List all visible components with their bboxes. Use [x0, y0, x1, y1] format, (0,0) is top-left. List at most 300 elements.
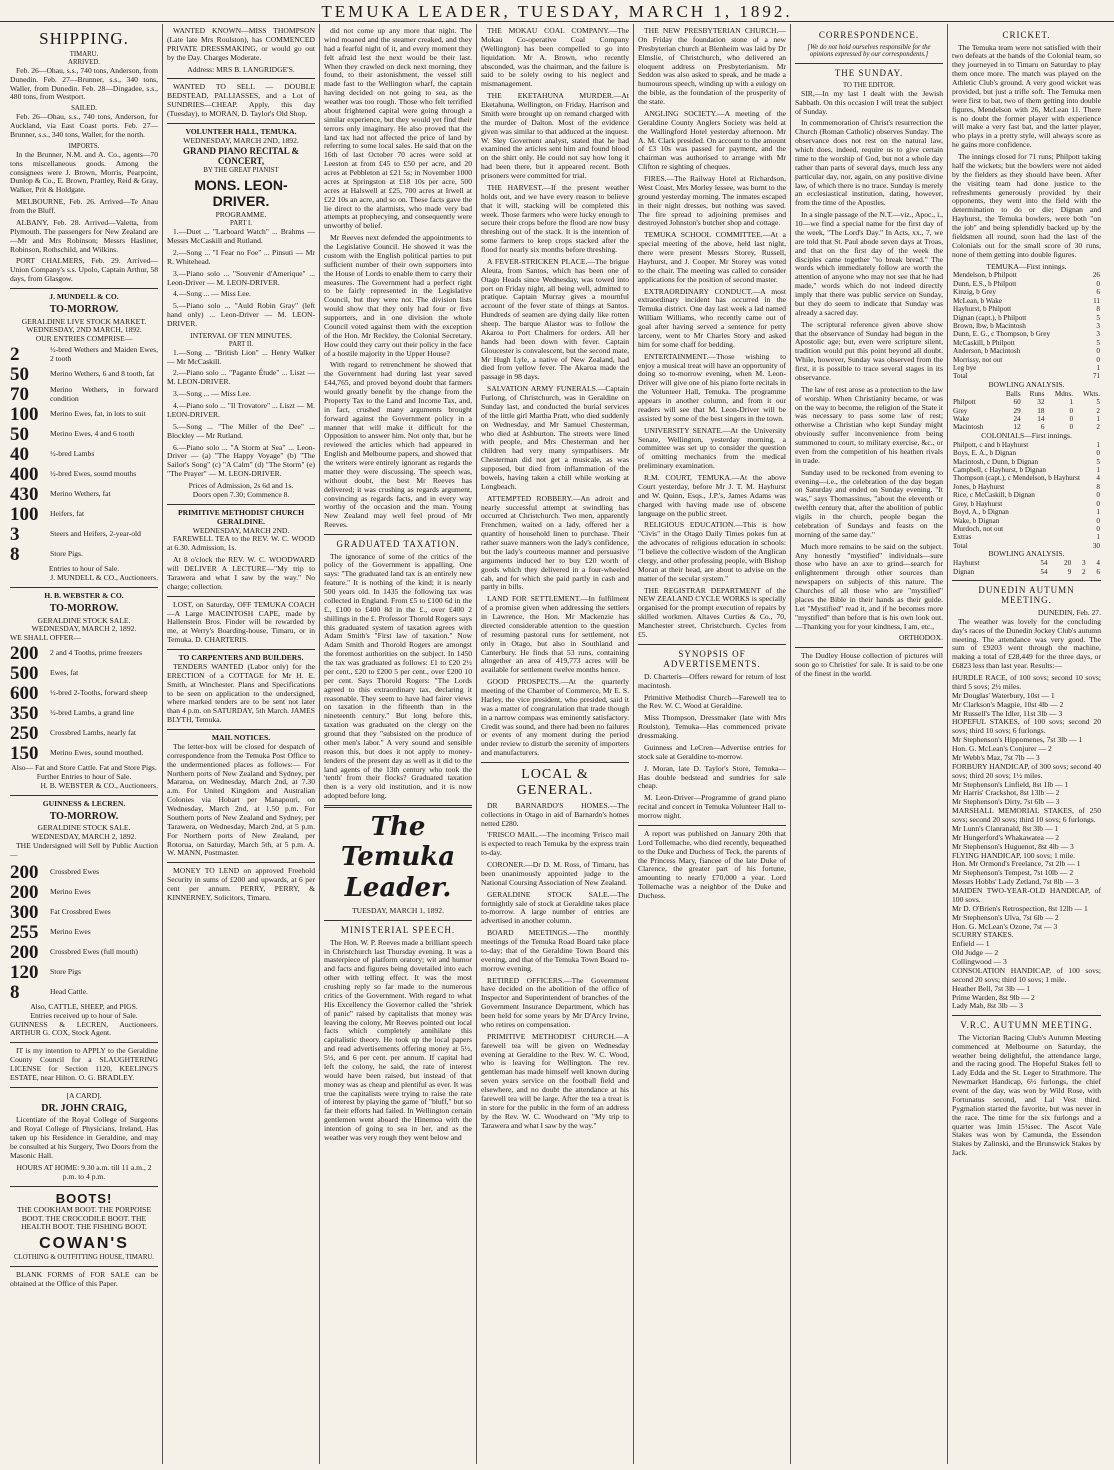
table-cell: 1 [1096, 508, 1100, 517]
race-line: Mr Douglas' Waterbury, 10st — 1 [952, 690, 1055, 700]
table-cell: Dignan (capt.), b Philpott [953, 313, 1027, 322]
lot-description: Merino Ewes [50, 886, 91, 896]
lot-number: 70 [10, 384, 29, 406]
column-5 [634, 24, 791, 1464]
date-3: WEDNESDAY, MARCH 2, 1892. [31, 832, 137, 842]
speech-cont-3: With regard to retrenchment he showed that the Government had during last year saved £44,765, and proved beyond doubt that farmers would greatly benefit by the change from the Property Tax to the Land and Income Tax, and, in fact, crushed many arguments brought forward against the Government policy in a manner that will make it difficult for the Opposition to answer him. Not only that, but he reviewed the articles which had appeared in English and Melbourne papers, and showed that the writers were entirely ignorant as regards the matter they were discussing. The speech was, without doubt, the best Mr Reeves has delivered; it was crushing as regards argument, convincing as regards facts, and in every way worthy of the occasion and the man. Young New Zealand may well feel proud of Mr Reeves. [324, 360, 472, 530]
lot-description: ½-bred Wethers and Maiden Ewes, 2 tooth [50, 344, 158, 363]
batting-row [952, 517, 1101, 525]
graduated-text: The ignorance of some of the critics of the policy of the Government is appalling. One says: "The graduated land tax is an entirely new feature." It is nothing of the kind; it is nearly 500 years old. In 1435 the following tax was collected in England. From £5 to £100 6d in the £., £100 to £400 8d in the £., over £400 2 shillings in the £. Professor Thorold Rogers says this graduated system of taxation agrees with Adam Smith's "First law of taxation." Now Adam Smith and Thorold Rogers are amongst the foremost authorities on the subject. In 1450 the tax was graduated as follows: £1 to £20 2½ per cent., £20 to £200 5 per cent., over £200 10 per cent. Says Thorold Rogers: "The Lords agreed to this extraordinary tax, declaring it reasonable. They seem to have had fairer views on taxation in the fifteenth than in the nineteenth century." But long before this, taxation was graduated on the clergy on the ground that they "subsisted on the produce of other men's labor." A very sound and sensible reason this, but does it not apply to money-lenders of the present day as well as it did to the land agents of the 13th century who took the 'tenth' from their flocks? Graduated taxation then is a very old institution, and it is now adopted before long. [324, 551, 472, 801]
date-2: WEDNESDAY, MARCH 2, 1892. [31, 624, 137, 634]
table-cell: 6 [1040, 423, 1045, 432]
hours-text: HOURS AT HOME: 9.30 a.m. till 11 a.m., 2 p.m. to 4 p.m. [16, 1162, 152, 1181]
imports-label: IMPORTS. [68, 142, 100, 150]
bowling-row [952, 568, 1101, 576]
programme-item: 3.—Piano solo ... "Souvenir d'Amerique" ... Leon-Driver — M. LEON-DRIVER. [167, 268, 315, 287]
batting-row [952, 525, 1101, 533]
stock-list-2 [10, 644, 158, 763]
synopsis-item: Miss Thompson, Dressmaker (late with Mrs Roulston), Temuka—Has commenced private dressmaking. [638, 713, 786, 741]
race-results [952, 674, 1101, 1011]
table-cell: 0 [1096, 347, 1100, 356]
part-1: PART I. [230, 220, 252, 228]
dunedin-heading: DUNEDIN AUTUMN MEETING. [978, 584, 1075, 606]
table-cell: 0 [1096, 279, 1100, 288]
table-cell: 5 [1096, 457, 1100, 466]
school-text: TEMUKA SCHOOL COMMITTEE.—At a special meeting of the above, held last night, there were present Messrs Storey, Russell, Hayhurst, and J. Cooper. Mr Storey was voted to the chair. The meeting was called to consider applications for the position of second master. [638, 230, 786, 284]
coroner-text: CORONER.—Dr D. M. Ross, of Timaru, has been unanimously appointed judge to the National Coursing Association of New Zealand. [481, 860, 629, 887]
blank-forms: BLANK FORMS of FOR SALE can be obtained at the Office of this Paper. [10, 1269, 158, 1288]
lot-description: Merino Ewes, sound mouthed. [50, 748, 144, 758]
table-cell: Leg bye [953, 364, 977, 373]
entries-heading: OUR ENTRIES COMPRISE— [35, 334, 133, 344]
lot-number: 50 [10, 364, 29, 386]
stock-list-3 [10, 863, 158, 1002]
table-cell: 1 [1096, 415, 1100, 424]
salvation-text: SALVATION ARMY FUNERALS.—Captain Furlong, of Christchurch, was in Geraldine on Sunday last, and conducted the burial services of the little girl Martha Pratt, who died suddenly on Wednesday, and Mr Samuel Chesterman, who died at Ashburton. The streets were lined with people, and Mrs Chesterman and her children had very many sympathisers. Mr Chesterman did not get a musicale, as was supposed, but died from inflammation of the bowels, having taken a chill while working at Longbeach. [481, 384, 629, 491]
race-line: Mr Stephenson's Linfield, 8st 1lb — 1 [952, 779, 1069, 789]
table-cell: 0 [1096, 491, 1100, 500]
table-cell: 2 [1096, 423, 1100, 432]
race-line: Mr Webb's Maz, 7st 7lb — 3 [952, 752, 1040, 762]
board-meetings-text: BOARD MEETINGS.—The monthly meetings of the Temuka Road Board take place to-day; that of the Geraldine Town Board this evening, and that of the Temuka Town Board to-morrow evening. [481, 928, 629, 973]
date-1: WEDNESDAY, 2ND MARCH, 1892. [26, 325, 142, 335]
batting-row [952, 364, 1101, 372]
frisco-text: 'FRISCO MAIL.—The incoming 'Frisco mail is expected to reach Temuka by the express train to-day. [481, 830, 629, 858]
bowling-table-2 [952, 559, 1101, 576]
letter-p4: The scriptural reference given above show that the observance of Sunday had begun in the Apostolic age; but, even were scripture silent, tradition would put this point beyond all doubt. While, however, Sunday was observed from the first, it is possible to trace several stages in its observance. [795, 319, 943, 382]
table-cell: 29 [1013, 406, 1021, 415]
race-line: Hon. G. McLean's Conjurer — 2 [952, 744, 1052, 754]
race-line: Collingwood — 3 [952, 957, 1007, 967]
lot-description: ½-bred Lambs, a grand line [50, 708, 134, 718]
stock-lot [10, 385, 158, 404]
table-cell: 4 [1096, 474, 1100, 483]
table-cell: McLean, b Wake [953, 296, 1002, 305]
table-cell: 0 [1069, 423, 1074, 432]
money-notice: MONEY TO LEND on approved Freehold Security in sums of £200 and upwards, at 6 per cent per annum. PERRY, PERRY, & KINNERNEY, Solicitors, Timaru. [167, 866, 315, 902]
lot-number: 200 [10, 643, 39, 665]
table-cell: Wake [953, 415, 970, 424]
guinness-heading: GUINNESS & LECREN. [42, 798, 126, 808]
letter-p6: Sunday used to be reckoned from evening to evening—i.e., the celebration of the day began on Saturday and ended on Sunday evening. "It was," says Thomassinus, "about the eleventh or twelfth century that, after the abolition of public vigils in the church, people began the celebration of Sundays and feasts on the morning of the same day." [795, 467, 943, 539]
cricket-p2: The innings closed for 71 runs; Philpott taking half the wickets; but the bowlers were not aided by the fielders as they should have been. After the visiting team had done justice to the refreshments generously provided by their opponents, they went into the field with the determination to do or die; Dignan and Hayhurst, the Temuka bowlers, were both "on the job" and being splendidly backed up by the fieldsmen all round, soon had the last of the Colonials out for the small score of 30 runs, none of them getting into double figures. [952, 152, 1101, 259]
column-7 [948, 24, 1105, 1464]
batting-row [952, 305, 1101, 313]
table-cell: 0 [1069, 406, 1074, 415]
table-cell: Philpott [953, 398, 976, 407]
shipping-sub: TIMARU. [69, 50, 99, 58]
lot-description: Merino Wethers, in forward condition [50, 384, 158, 403]
lot-number: 250 [10, 723, 39, 745]
race-line: Heather Bell, 7st 3lb — 1 [952, 983, 1031, 993]
lot-description: Heifers, fat [50, 509, 85, 519]
table-cell: Grey [953, 406, 968, 415]
batting-row [952, 339, 1101, 347]
batting-row [952, 458, 1101, 466]
bowling-row [952, 398, 1101, 406]
race-line: Mr D. O'Brien's Retrospection, 8st 12lb — 1 [952, 903, 1088, 913]
stock-lot [10, 704, 158, 723]
stock-lot [10, 525, 158, 544]
table-cell: 4 [1096, 559, 1100, 568]
race-line: Prime Warden, 8st 9lb — 2 [952, 992, 1035, 1002]
tenders-text: TENDERS WANTED (Labor only) for the ERECTION of a COTTAGE for Mr H. E. Smith, at Winchester. Plans and Specifications to be seen on application to the undersigned, where marked tenders are to be sent not later than 4 p.m. on SATURDAY, 5th March. JAMES BLYTH, Temuka. [167, 661, 315, 725]
batting-row [952, 271, 1101, 279]
sell-text: THE Undersigned will Sell by Public Auction— [10, 841, 158, 859]
race-line: HOPEFUL STAKES, of 100 sovs; second 20 sovs; third 10 sovs; 6 furlongs. [952, 717, 1101, 736]
entries-3: Entries received up to hour of Sale. [30, 1010, 138, 1020]
lot-description: Merino Wethers, fat [50, 489, 111, 499]
stock-lot [10, 684, 158, 703]
table-cell: 0 [1069, 415, 1074, 424]
table-cell: Total [953, 541, 968, 550]
boots-list: THE COOKHAM BOOT. THE PORPOISE BOOT. THE CROCODILE BOOT. THE HEALTH BOOT. THE FISHING BOOT. [16, 1204, 152, 1232]
table-cell: 0 [1096, 449, 1100, 458]
mail-heading: MAIL NOTICES. [211, 733, 271, 743]
table-cell: 2 [1096, 406, 1100, 415]
nameplate-date: TUESDAY, MARCH 1, 1892. [352, 906, 444, 916]
lot-description: Head Cattle. [50, 986, 88, 996]
lot-number: 600 [10, 683, 39, 705]
concert-heading: GRAND PIANO RECITAL & CONCERT, [182, 145, 300, 167]
lot-description: Crossbred Lambs, nearly fat [50, 728, 137, 738]
webster-auctioneers: H. B. WEBSTER & CO., Auctioneers. [40, 780, 158, 790]
fires-text: FIRES.—The Railway Hotel at Richardson, West Coast, Mrs Morley lessee, was burnt to the ground yesterday morning. The inmates escaped in their night dresses, but nothing was saved. The fire spread to adjoining premises and destroyed Johnston's butcher shop and cottage. [638, 174, 786, 228]
table-cell: 30 [1092, 541, 1100, 550]
race-line: Mr Hungerford's Whakawatea — 2 [952, 832, 1060, 842]
wanted-known-address: Address: MRS B. LANGRIDGE'S. [187, 64, 295, 74]
race-line: Mr Stephenson's Ulva, 7st 6lb — 2 [952, 912, 1059, 922]
programme-item: 5.—Song ... "The Miller of the Dee" ... Blockley — Mr Rutland. [167, 421, 315, 440]
barnardo-text: DR BARNARDO'S HOMES.—The collections in Otago in aid of Barnardo's homes netted £280. [481, 800, 629, 828]
tomorrow-1: TO-MORROW. [49, 303, 119, 315]
lot-description: Fat Crossbred Ewes [50, 906, 111, 916]
hall-heading: VOLUNTEER HALL, TEMUKA. [185, 126, 297, 136]
lot-number: 400 [10, 464, 39, 486]
speech-cont-1: did not come up any more that night. The wind moaned and the steamer creaked, and they had a fearful night of it, and every moment they felt afraid lest the next would be their last. When they crawled on deck next morning, they found, to their astonishment, the vessel still made fast to the Wellington wharf, the captain having decided on not going to sea, as the weather was too rough. Those who felt terrified about frightened capital were going through a similar experience, but they would yet find their terrors only imaginary. He also proved that the land tax had not affected the price of land by referring to some local sales. He said that on the 16th of last October 70 acres were sold at Leeston at from £45 to £50 per acre, and 20 acres at Pebbleton at £21 5s; in November 1000 acres at Springston at £18 10s per acre, 500 acres at Halswell at £25, 700 acres at Irwell at £22 10s an acre, and so on. These facts gave the lie direct to the alarmists, who made very bad attempts at prophecying, and consequently were unworthy of belief. [324, 26, 472, 231]
table-cell: Mdns. [1054, 389, 1074, 398]
masthead: TEMUKA LEADER, TUESDAY, MARCH 1, 1892. [0, 0, 1114, 22]
colonials-batting-table [952, 441, 1101, 550]
programme-item: 6.—Piano solo ... "A Storm at Sea" ... Leon-Driver — (a) "The Happy Voyage" (b) "The Sailor's Song" (c) "A Calm" (d) "The Storm" (e) "The Prayer" — M. LEON-DRIVER. [167, 442, 315, 479]
lot-number: 200 [10, 881, 39, 903]
also-3: Also, CATTLE, SHEEP, and PIGS. [30, 1001, 138, 1011]
table-cell: Extras [953, 533, 972, 542]
letter-p7: Much more remains to be said on the subject. Any honestly "mystified" individuals—sure those who have an axe to grind—search for enlightenment through other sources than newspapers on subjects of this nature. The Churches of all those who are "mystified" places the Bible in their hands as their guide. Let "Mystified" read it, and if he becomes more "mystified" than before that is his own look out.—Thanking you for your kindness, I am, etc., [795, 541, 943, 631]
port-chalmers-text: PORT CHALMERS, Feb. 29. Arrived—Union Company's s.s. Upolo, Captain Arthur, 58 days, from Glasgow. [10, 256, 158, 284]
lot-description: Merino Ewes [50, 926, 91, 936]
race-line: Mr Harris' Crackshot, 8st 13lb — 2 [952, 788, 1060, 798]
temuka-innings-heading: TEMUKA—First innings. [986, 261, 1067, 271]
part-2: PART II. [228, 340, 254, 348]
table-cell: 6 [1096, 567, 1100, 576]
lot-description: Ewes, fat [50, 668, 79, 678]
dunedin-date: DUNEDIN, Feb. 27. [1037, 607, 1101, 617]
table-cell: 6 [1096, 288, 1100, 297]
lot-description: Crossbred Ewes [50, 866, 100, 876]
bowling-row [952, 407, 1101, 415]
table-cell: 20 [1064, 559, 1072, 568]
table-cell: McCaskill, b Philpott [953, 338, 1015, 347]
imports-text: In the Brunner, N.M. and A. Co., agents—70 tons miscellaneous goods. Among the consignees were J. Brown, Morris, Pearpoint, Dunlop & Co., E. Brown, Prattley, Reid & Gray, Walker, Prit & Holdgate. [10, 149, 158, 195]
table-cell: 3 [1081, 559, 1086, 568]
boots-heading: BOOTS! [55, 1190, 113, 1206]
dudley-text: The Dudley House collection of pictures will soon go to Christies' for sale. It is said to be one of the finest in the world. [795, 651, 943, 679]
batting-row [952, 347, 1101, 355]
lost-notice: LOST, on Saturday, OFF TEMUKA COACH—A Large MACINTOSH CAPE, made by Hallenstein Bros. Finder will be rewarded by me, at Werry's Boarding-house, Timaru, or in Temuka. D. CHARTERIS. [167, 599, 315, 645]
table-cell: 0 [1096, 355, 1100, 364]
table-cell: 0 [1096, 524, 1100, 533]
craig-name: DR. JOHN CRAIG, [41, 1102, 127, 1114]
stock-lot [10, 545, 158, 564]
batting-row [952, 466, 1101, 474]
race-line: Hon. Mr Ormond's Freelance, 7st 2lb — 1 [952, 859, 1081, 869]
stock-lot [10, 943, 158, 962]
race-line: Mr Stephenson's Hippomenes, 7st 3lb — 1 [952, 735, 1083, 745]
programme-item: 5.—Piano solo ... "Auld Robin Gray" (left hand only) ... Leon-Driver — M. LEON-DRIVER. [167, 301, 315, 329]
table-cell: Anderson, b Macintosh [953, 347, 1021, 356]
university-text: UNIVERSITY SENATE.—At the University Senate, Wellington, yesterday morning, a committee was set up to consider the question of omitting mechanics from the medical preliminary examination. [638, 425, 786, 471]
table-cell: Macintosh [953, 423, 984, 432]
stock-lot [10, 425, 158, 444]
guinness-auctioneers: GUINNESS & LECREN, Auctioneers. ARTHUR G. COX, Stock Agent. [10, 1019, 158, 1038]
table-cell: Runs [1029, 389, 1045, 398]
primitive-date: WEDNESDAY, MARCH 2ND. [192, 525, 290, 535]
column-6 [791, 24, 948, 1464]
ministerial-heading: MINISTERIAL SPEECH. [340, 925, 456, 936]
table-cell: Boyd, A., b Dignan [953, 508, 1009, 517]
batting-row [952, 483, 1101, 491]
webster-heading: H. B. WEBSTER & CO. [44, 590, 124, 600]
table-cell: Thompson (capt.), c Mendelson, b Hayhurst [953, 474, 1080, 483]
batting-row [952, 441, 1101, 449]
further-text: Further Entries to hour of Sale. [36, 772, 132, 781]
eketahuna-text: THE EKETAHUNA MURDER.—At Eketahuna, Wellington, on Friday, Harrison and Smith were brought up on remand charged with the murder of Dalton. Most of the evidence given was similar to that adduced at the inquest. W. Sley Governent analyst, stated that he had examined the articles sent him and found blood on the shirt only. He could not say how long it had been there, but it appeared recent. Both prisoners were committed for trial. [481, 91, 629, 180]
offer-heading: WE SHALL OFFER— [10, 633, 82, 643]
cowan-sub: CLOTHING & OUTFITTING HOUSE, TIMARU. [14, 1254, 154, 1262]
pianist-name: MONS. LEON-DRIVER. [194, 176, 288, 209]
lot-number: 200 [10, 941, 39, 963]
stock-list-1 [10, 345, 158, 564]
market-3: GERALDINE STOCK SALE. [37, 823, 131, 833]
entertainment-text: ENTERTAINMENT.—Those wishing to enjoy a musical treat will have an opportunity of doing so to-morrow evening, when M. Leon-Driver will give one of his piano forte recitals in the Volunteer Hall, Temuka. The programme appears in another column, and from it our readers will see that M. Leon-Driver will be assisted by some of the best singers in the town. [638, 351, 786, 423]
programme-heading: PROGRAMME. [215, 210, 267, 220]
conduct-text: EXTRAORDINARY CONDUCT.—A most extraordinary incident has occurred in the Temuka district. One day last week a lad named William Williams, who recently came out of goal after having served a sentence for petty larceny, went to Mr Charles Story and asked him for some chaff for bedding. [638, 286, 786, 349]
table-cell: Grey, b Hayhurst [953, 499, 1003, 508]
table-cell: 2 [1081, 567, 1086, 576]
stock-lot [10, 883, 158, 902]
table-cell: 60 [1013, 398, 1021, 407]
card-label: [A CARD]. [66, 1090, 102, 1100]
synopsis-heading: SYNOPSIS OF ADVERTISEMENTS. [663, 648, 761, 670]
table-cell: Wake, b Dignan [953, 516, 1000, 525]
synopsis-item: D. Charteris—Offers reward for return of lost macintosh. [638, 671, 786, 690]
table-cell: Hayhurst, b Philpott [953, 305, 1012, 314]
lot-number: 8 [10, 981, 20, 1003]
stock-lot [10, 445, 158, 464]
sailed-text: Feb. 26—Ohau, s.s., 740 tons, Anderson, for Auckland, via East Coast ports. Feb. 27—Brunner, s.s., 340 tons, Waller, for the north. [10, 112, 158, 139]
doors-text: Doors open 7.30; Commence 8. [192, 489, 290, 499]
table-cell: 11 [1093, 296, 1100, 305]
stock-lot [10, 903, 158, 922]
lot-description: Store Pigs. [50, 549, 83, 559]
table-cell: 0 [1096, 516, 1100, 525]
lot-number: 300 [10, 901, 39, 923]
synopsis-list [638, 673, 786, 821]
lot-description: Merino Ewes, 4 and 6 tooth [50, 429, 135, 439]
batting-row [952, 500, 1101, 508]
letter-p3: In a single passage of the N.T.—viz., Apoc., i., 10—we find a special name for the first day of the week, "The Lord's Day." In Acts, xx., 7, we are told that St. Paul abode seven days at Troas, and that on the first day of the week the disciples came together "to break bread." The words which immediately follow are worth the attention of anyone who may not see that he had made," words which do not indeed directly imply that there was public service on Sunday, but they do seem to indicate that Sunday was already a sacred day. [795, 210, 943, 317]
lot-number: 430 [10, 484, 39, 506]
dunedin-text: The weather was lovely for the concluding day's races of the Dunedin Jockey Club's autumn meeting. The attendance was very good. The sum of £9203 went through the machine, making a total of £28,449 for the three days, or £6823 less than last year. Results:— [952, 616, 1101, 671]
entries-foot: Entries to hour of Sale. [48, 564, 120, 574]
bradley-notice: IT is my intention to APPLY to the Geraldine County Council for a SLAUGHTERING LICENSE for Section 1120, KEELING'S ESTATE, near Hilton. O. G. BRADLEY. [10, 1046, 158, 1082]
table-cell: 1 [1069, 398, 1074, 407]
robbery-text: ATTEMPTED ROBBERY.—An adroit and nearly successful attempt at swindling has occurred at Christchurch. Two men, apparently Frenchmen, waited on a lady, offered her a quantity of household linen to purchase. Their rather suave manners won the lady's confidence, but the lady's courteous manner and persuasive arguments induced her to buy £20 worth of goods which they delivered in a four-wheeled cab, and for which she paid partly in cash and partly in bills. [481, 493, 629, 592]
correspondence-heading: CORRESPONDENCE. [818, 30, 920, 40]
table-cell: Morrissy, not out [953, 355, 1003, 364]
lot-number: 120 [10, 961, 39, 983]
melbourne-text: MELBOURNE, Feb. 26. Arrived—Te Anau from the Bluff. [10, 197, 158, 215]
hall-date: WEDNESDAY, MARCH 2ND, 1892. [183, 135, 299, 145]
programme-item: 3.—Song ... — Miss Lee. [173, 389, 251, 399]
lot-description: ½-bred 2-Tooths, forward sheep [50, 688, 148, 698]
angling-text: ANGLING SOCIETY.—A meeting of the Geraldine County Anglers Society was held at the Wallingford Hotel yesterday afternoon. Mr A. M. Clark presided. On account to the amount of £3 10s was passed for payment, and the chairman was authorised to arrange with Mr Clifton re sighting of cheques. [638, 108, 786, 172]
craig-text: Licentiate of the Royal College of Surgeons and Royal College of Physicians, Ireland, Has taken up his Residence in Geraldine, and may be consulted at his Surgery, Two Doors from the Masonic Hall. [10, 1115, 158, 1160]
race-line: Mr Lunn's Clanranald, 8st 3lb — 1 [952, 823, 1059, 833]
table-cell: Balls [1005, 389, 1021, 398]
column-4 [477, 24, 634, 1464]
table-cell: 54 [1040, 559, 1048, 568]
batting-row [952, 288, 1101, 296]
prospects-text: GOOD PROSPECTS.—At the quarterly meeting of the Chamber of Commerce, Mr E. S. Harley, the vice president, who presided, said it was a matter of congratulation that trade though in a narrow compass was eminently satisfactory. Credit was sound, and there had been no failures or events of any moment during the period under review to disturb the serenity of importers and manufacturers. [481, 677, 629, 758]
synopsis-item: Primitive Methodist Church—Farewell tea to the Rev. W. C. Wood at Geraldine. [638, 692, 786, 711]
presbyterian-text: THE NEW PRESBYTERIAN CHURCH.—On Friday the foundation stone of a new Presbyterian church at Blenheim was laid by Dr Elmslie, of Christchurch, who delivered an eloquent address on Presbyterianism. Mr Seddon was also asked to speak, and he made a humourous speech, winding up with a eulogy on the bible, as the foundation of the prosperity of the state. [638, 26, 786, 106]
table-cell: Hayhurst [953, 559, 980, 568]
mundell-heading: J. MUNDELL & CO. [49, 292, 119, 301]
lot-number: 100 [10, 504, 39, 526]
race-line: Enfield — 1 [952, 939, 990, 949]
cycle-text: THE REGISTRAR DEPARTMENT of the NEW ZEALAND CYCLE WORKS is specially organised for the prompt execution of repairs by skilled workmen. Altaves Curties & Co., 70, Manchester street, Christchurch. Cycles from £5. [638, 585, 786, 639]
tollemache-text: A report was published on January 20th that Lord Tollemache, who died recently, bequeathed to the Duke and Duchess of Teck, the parents of the Princess Mary, fiancee of the late Duke of Clarence, the greater part of his fortune, amounting to nearly £70,000 a year. Lord Tollemache was a neighbor of the Duke and Duchess. [638, 828, 786, 901]
primitive-local-text: PRIMITIVE METHODIST CHURCH.—A farewell tea will be given on Wednesday evening at Geraldine to the Rev. W. C. Wood, who is leaving for Wellington. The rev. gentleman has made himself well known during seven years service on the football field and elsewhere, and no doubt the attendance at his farewell tea will be large. After the tea a treat is in store for the public in the form of an address by the Rev. W. C. Woodward on "My trip to Tarawera and what I saw by the way." [481, 1031, 629, 1130]
graduated-heading: GRADUATED TAXATION. [336, 539, 460, 549]
table-cell: 3 [1096, 321, 1100, 330]
table-cell: 32 [1037, 398, 1045, 407]
table-cell: 1 [1096, 466, 1100, 474]
table-cell: 5 [1096, 338, 1100, 347]
lot-number: 200 [10, 861, 39, 883]
ministerial-text: The Hon. W. P. Reeves made a brilliant speech in Christchurch last Thursday evening. It was a masterpiece of platform oratory; wit and humor and facts and figures being dovetailed into each other with telling effect. It was the most crushing reply so far made to the numerous critics of the Government. With regard to what His Excellency the Governor called the "shriek of panic" raised by capitalists that money was leaving the colony, Mr Reeves pointed out local facts which completely annihilate this capitalistic theory. He took up the local papers and read advertisements offering money at 5½, 5½, and 6 per cent. per annum. If capital had left the colony, he said, the rate of interest would have been raised, but instead of that money was as cheap and plentiful as ever. It was true the capitalists were trying to raise the rate of interest by playing the game of "bluff," but so far their efforts had failed. In Wellington certain gentlemen went aboard the Hinemoa with the intention of going to sea in her, and as the weather was very rough they went below and [324, 937, 472, 1142]
temuka-batting-table [952, 271, 1101, 380]
shipping-heading: SHIPPING. [39, 29, 129, 48]
stock-lot [10, 983, 158, 1002]
also-text: Also— Fat and Store Cattle. Fat and Store Pigs. [11, 763, 157, 773]
lot-number: 3 [10, 524, 20, 546]
batting-row [952, 533, 1101, 541]
table-cell: Jones, b Hayhurst [953, 482, 1005, 491]
stock-lot [10, 405, 158, 424]
programme-item: 2.—Piano solo ... "Pagante Étude" ... Liszt — M. LEON-DRIVER. [167, 368, 315, 387]
batting-row [952, 491, 1101, 499]
lot-number: 40 [10, 444, 29, 466]
concert-by: BY THE GREAT PIANIST [203, 166, 279, 174]
page-columns [6, 24, 1108, 1464]
letter-signature: ORTHODOX. [898, 633, 943, 643]
lot-number: 150 [10, 743, 39, 765]
vrc-heading: V.R.C. AUTUMN MEETING. [960, 1020, 1093, 1031]
table-cell: 71 [1092, 372, 1100, 381]
carpenters-heading: TO CARPENTERS AND BUILDERS. [178, 653, 304, 663]
vrc-text: The Victorian Racing Club's Autumn Meeting commenced at Melbourne on Saturday, the weather being delightful, the attendance large, and the racing good. The Hopeful Stakes fell to Lady Edda and the St. Leger to Strathmore. The Newmarket Handicap, 6½ furlongs, the chief event of the day, was won by Wild Rose, with Fortunatus second, and Lal Vest third. Pygmalion started the favorite, but was never in the race. The time for the six furlongs and a quarter was 1min 15¼sec. The Ascot Vale Stakes was won by Camunda, the Essendon Stakes by Zalinski, and the Brunswick Stakes by Jack. [952, 1032, 1101, 1158]
bowling-row [952, 390, 1101, 398]
race-line: Mr Stephenson's Tempest, 7st 10lb — 2 [952, 868, 1074, 878]
lot-description: 2 and 4 Tooths, prime freezers [50, 648, 143, 658]
batting-row [952, 449, 1101, 457]
lot-number: 2 [10, 344, 20, 366]
prices-text: Prices of Admission, 2s 6d and 1s. [188, 481, 294, 491]
cricket-heading: CRICKET. [1002, 30, 1051, 40]
table-cell: 9 [1067, 567, 1072, 576]
programme-item: 1.—Song ... "British Lion" ... Henry Walker — Mr McCaskill. [167, 347, 315, 366]
race-line: CONSOLATION HANDICAP, of 100 sovs; second 20 sovs; third 10 sovs; 1 mile. [952, 965, 1101, 984]
synopsis-item: Guinness and LeCren—Advertise entries for stock sale at Geraldine to-morrow. [638, 742, 786, 761]
lot-description: ½-bred Lambs [50, 449, 95, 459]
harvest-text: THE HARVEST.—If the present weather holds out, and we have every reason to believe that it will, stacking will be completed this week. Those farmers who were lucky enough to secure their crops before the flood are now busy threshing out of the stack. It is the intention of some farmers to keep crops stacked after the flood for nearly six months before threshing. [481, 182, 629, 254]
letter-p2: In commemoration of Christ's resurrection the Church (Roman Catholic) observes Sunday. The observance does not rest on the natural law, which does, indeed, require us to give certain time to the worship of God, but not a whole day rather than parts of several days, much less any particular day, nor, again, on any positive divine law, of which there is no trace. Sunday is merely an ecclesiastical institution, dating, however, from the time of the Apostles. [795, 118, 943, 208]
interval-text: INTERVAL OF TEN MINUTES. [190, 330, 292, 340]
mundell-auctioneers: J. MUNDELL & CO., Auctioneers. [50, 573, 158, 583]
lot-number: 100 [10, 404, 39, 426]
table-cell: 0 [1096, 499, 1100, 508]
retired-text: RETIRED OFFICERS.—The Government have decided on the abolition of the office of Inspector and Superintendent of branches of the Government Insurance Department, which has been held for some years by Mr D'Arcy Irvine, who retires on compensation. [481, 975, 629, 1029]
batting-row [952, 356, 1101, 364]
nameplate: The Temuka Leader. [340, 812, 456, 903]
programme-item: 4.—Song ... — Miss Lee. [173, 289, 251, 299]
programme-part-2 [167, 349, 315, 479]
programme-item: 4.—Piano solo ... "Il Trovatore" ... Liszt — M. LEON-DRIVER. [167, 401, 315, 419]
wanted-known: WANTED KNOWN—MISS THOMPSON (Late late Mrs Roulston), has COMMENCED PRIVATE DRESSMAKING, or would go out by the Day. Charges Moderate. [167, 26, 315, 62]
table-cell: Philpott, c and b Hayhurst [953, 440, 1029, 449]
table-cell: 26 [1092, 271, 1100, 280]
table-cell [952, 390, 998, 398]
table-cell: Brown, lbw, b Macintosh [953, 321, 1026, 330]
sailed-label: SAILED. [71, 105, 97, 113]
stock-lot [10, 505, 158, 524]
batting-row [952, 314, 1101, 322]
synopsis-item: M. Leon-Driver—Programme of grand piano recital and concert in Temuka Volunteer Hall to-morrow night. [638, 793, 786, 821]
table-cell: 5 [1096, 313, 1100, 322]
stock-lot [10, 744, 158, 763]
batting-row [952, 297, 1101, 305]
programme-item: 1.—Duet ... "Larboard Watch" ... Brahms — Messrs McCaskill and Rutland. [167, 227, 315, 246]
lot-number: 500 [10, 663, 39, 685]
race-line: Messrs Hobbs' Lady Zetland, 7st 8lb — 3 [952, 877, 1079, 887]
stock-lot [10, 465, 158, 484]
lot-number: 50 [10, 424, 29, 446]
stock-lot [10, 664, 158, 683]
race-line: Old Judge — 2 [952, 948, 999, 958]
table-cell: 1 [1096, 364, 1100, 373]
cowan-heading: COWAN'S [39, 1235, 129, 1253]
batting-row [952, 474, 1101, 482]
race-line: Mr Russell's The Idler, 11st 3lb — 3 [952, 708, 1063, 718]
race-line: Mr Clarkson's Magpie, 10st 4lb — 2 [952, 699, 1064, 709]
bowling-row [952, 559, 1101, 567]
lot-number: 255 [10, 921, 39, 943]
table-cell: Dignan [953, 567, 975, 576]
land-text: LAND FOR SETTLEMENT.—In fulfilment of a promise given when addressing the settlers in Lawrence, the Hon. Mr Mackenzie has directed considerable attention to the question of resuming pastoral runs for settlement, not only in Otago, but also in Southland and Canterbury. He finds that 53 runs, containing altogether an area of 419,773 acres will be available for settlement twelve months hence. [481, 594, 629, 675]
